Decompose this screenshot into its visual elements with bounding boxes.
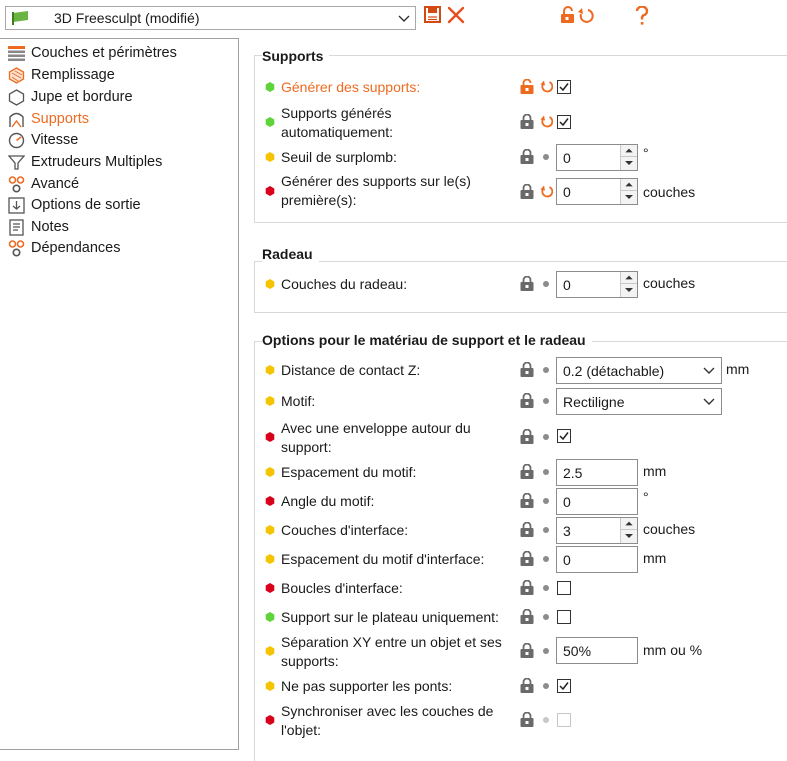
lock-icon[interactable] bbox=[520, 464, 534, 479]
reset-arrow-icon[interactable] bbox=[540, 184, 553, 198]
yellow-dot-icon bbox=[265, 467, 275, 477]
dependencies-icon bbox=[8, 240, 25, 257]
red-dot-icon bbox=[265, 715, 275, 725]
green-dot-icon bbox=[265, 82, 275, 92]
preset-toolbar bbox=[0, 0, 787, 36]
pattern-value: Rectiligne bbox=[563, 394, 625, 410]
label-overhang-threshold: Seuil de surplomb: bbox=[281, 149, 397, 165]
row-generate-supports bbox=[240, 73, 787, 103]
overhang-threshold-spinner[interactable] bbox=[556, 144, 638, 171]
lock-icon[interactable] bbox=[520, 522, 534, 537]
sidebar-item-label: Avancé bbox=[31, 176, 80, 192]
yellow-dot-icon bbox=[265, 646, 275, 656]
pattern-angle-input[interactable] bbox=[556, 488, 638, 515]
support-icon bbox=[8, 111, 25, 128]
sidebar-item-output-options[interactable] bbox=[8, 195, 236, 216]
xy-separation-input[interactable] bbox=[556, 637, 638, 664]
section-title-raft: Radeau bbox=[262, 246, 319, 262]
lock-icon[interactable] bbox=[520, 114, 534, 129]
lock-icon[interactable] bbox=[520, 429, 534, 444]
red-dot-icon bbox=[265, 583, 275, 593]
unit-layers: couches bbox=[643, 275, 696, 291]
default-bullet-icon bbox=[543, 434, 549, 440]
raft-layers-value: 0 bbox=[563, 277, 571, 293]
enclosure-checkbox[interactable] bbox=[557, 429, 571, 443]
pattern-select[interactable] bbox=[556, 388, 722, 415]
reset-arrow-icon[interactable] bbox=[540, 79, 553, 93]
lock-icon[interactable] bbox=[520, 580, 534, 595]
red-dot-icon bbox=[265, 496, 275, 506]
row-auto-generated bbox=[240, 104, 787, 142]
label-pattern: Motif: bbox=[281, 393, 316, 409]
label-interface-spacing: Espacement du motif d'interface: bbox=[281, 551, 485, 567]
section-title-material: Options pour le matériau de support et le radeau bbox=[262, 332, 592, 348]
sidebar-item-label: Supports bbox=[31, 111, 90, 127]
help-icon[interactable] bbox=[635, 6, 649, 26]
label-generate-supports: Générer des supports: bbox=[281, 79, 421, 95]
generate-supports-checkbox[interactable] bbox=[557, 80, 571, 94]
sidebar-item-label: Vitesse bbox=[31, 132, 79, 148]
unit-degree: ° bbox=[643, 489, 649, 505]
label-enclosure-line2: support: bbox=[281, 439, 332, 455]
row-sync-layers bbox=[240, 701, 787, 741]
default-bullet-icon bbox=[543, 398, 549, 404]
spin-buttons[interactable] bbox=[620, 145, 637, 170]
overhang-threshold-value: 0 bbox=[563, 150, 571, 166]
preset-combo[interactable] bbox=[5, 6, 416, 30]
layers-icon bbox=[8, 45, 25, 62]
red-dot-icon bbox=[265, 186, 275, 196]
infill-icon bbox=[8, 67, 25, 84]
lock-icon[interactable] bbox=[520, 184, 534, 199]
z-contact-distance-value: 0.2 (détachable) bbox=[563, 363, 665, 379]
unit-layers: couches bbox=[643, 184, 696, 200]
default-bullet-icon bbox=[543, 367, 549, 373]
label-auto-generated: Supports générés bbox=[281, 105, 392, 121]
row-raft-layers bbox=[240, 269, 787, 299]
label-dont-support-bridges: Ne pas supporter les ponts: bbox=[281, 678, 453, 694]
lock-icon[interactable] bbox=[520, 551, 534, 566]
yellow-dot-icon bbox=[265, 365, 275, 375]
preset-name: 3D Freesculpt (modifié) bbox=[54, 10, 200, 26]
row-pattern-angle bbox=[240, 486, 787, 516]
label-z-contact-distance: Distance de contact Z: bbox=[281, 362, 421, 378]
interface-spacing-value: 0 bbox=[563, 552, 571, 568]
sidebar-item-notes[interactable] bbox=[8, 217, 236, 238]
default-bullet-icon bbox=[543, 683, 549, 689]
notes-icon bbox=[8, 219, 25, 236]
lock-icon[interactable] bbox=[520, 678, 534, 693]
default-bullet-icon bbox=[543, 527, 549, 533]
interface-layers-spinner[interactable] bbox=[556, 517, 638, 544]
flag-icon bbox=[12, 11, 30, 25]
red-dot-icon bbox=[265, 432, 275, 442]
unit-degree: ° bbox=[643, 145, 649, 161]
chevron-down-icon bbox=[703, 398, 715, 406]
default-bullet-icon bbox=[543, 498, 549, 504]
sidebar-item-label: Options de sortie bbox=[31, 197, 141, 213]
sidebar-item-label: Jupe et bordure bbox=[31, 89, 133, 105]
label-sync-layers: Synchroniser avec les couches de bbox=[281, 703, 494, 719]
default-bullet-icon bbox=[543, 648, 549, 654]
unit-layers: couches bbox=[643, 521, 696, 537]
yellow-dot-icon bbox=[265, 681, 275, 691]
sidebar-item-infill[interactable] bbox=[8, 65, 236, 86]
row-interface-layers bbox=[240, 515, 787, 545]
row-z-contact-distance bbox=[240, 355, 787, 385]
spin-down-icon[interactable] bbox=[621, 191, 637, 203]
yellow-dot-icon bbox=[265, 525, 275, 535]
label-pattern-spacing: Espacement du motif: bbox=[281, 464, 417, 480]
settings-category-list bbox=[0, 38, 239, 750]
label-interface-loops: Boucles d'interface: bbox=[281, 580, 403, 596]
spin-up-icon[interactable] bbox=[621, 518, 637, 530]
default-bullet-icon bbox=[543, 469, 549, 475]
unit-mm: mm bbox=[643, 463, 667, 479]
label-xy-separation-line2: supports: bbox=[281, 653, 339, 669]
enforce-layers-spinner[interactable] bbox=[556, 178, 638, 205]
sync-layers-checkbox[interactable] bbox=[557, 713, 571, 727]
lock-icon[interactable] bbox=[520, 276, 534, 291]
wrench-icon bbox=[8, 176, 25, 193]
lock-icon[interactable] bbox=[520, 362, 534, 377]
unlocked-icon[interactable] bbox=[520, 79, 534, 94]
pattern-spacing-value: 2.5 bbox=[563, 465, 583, 481]
label-sync-layers-line2: l'objet: bbox=[281, 722, 322, 738]
default-bullet-icon bbox=[543, 585, 549, 591]
z-contact-distance-select[interactable] bbox=[556, 357, 722, 384]
sidebar-item-speed[interactable] bbox=[8, 130, 236, 151]
row-xy-separation bbox=[240, 632, 787, 672]
sidebar-item-advanced[interactable] bbox=[8, 174, 236, 195]
spin-down-icon[interactable] bbox=[621, 284, 637, 296]
sidebar-item-supports[interactable] bbox=[8, 109, 236, 130]
chevron-down-icon bbox=[703, 367, 715, 375]
default-bullet-icon bbox=[543, 556, 549, 562]
dont-support-bridges-checkbox[interactable] bbox=[557, 679, 571, 693]
pattern-angle-value: 0 bbox=[563, 494, 571, 510]
yellow-dot-icon bbox=[265, 554, 275, 564]
unit-mm-or-percent: mm ou % bbox=[643, 642, 703, 658]
green-dot-icon bbox=[265, 117, 275, 127]
sidebar-item-skirt[interactable] bbox=[8, 87, 236, 108]
reset-arrow-icon[interactable] bbox=[540, 114, 553, 128]
spin-buttons[interactable] bbox=[620, 272, 637, 297]
lock-icon[interactable] bbox=[520, 493, 534, 508]
interface-loops-checkbox[interactable] bbox=[557, 581, 571, 595]
sidebar-item-dependencies[interactable] bbox=[8, 238, 236, 259]
buildplate-only-checkbox[interactable] bbox=[557, 610, 571, 624]
sidebar-item-label: Extrudeurs Multiples bbox=[31, 154, 163, 170]
yellow-dot-icon bbox=[265, 279, 275, 289]
green-dot-icon bbox=[265, 612, 275, 622]
sidebar-item-multiple-extruders[interactable] bbox=[8, 152, 236, 173]
yellow-dot-icon bbox=[265, 396, 275, 406]
delete-icon[interactable] bbox=[447, 6, 465, 24]
funnel-icon bbox=[8, 154, 25, 171]
row-pattern-spacing bbox=[240, 457, 787, 487]
interface-layers-value: 3 bbox=[563, 523, 571, 539]
row-enforce-first-layers bbox=[240, 172, 787, 210]
default-bullet-icon bbox=[543, 614, 549, 620]
row-pattern bbox=[240, 386, 787, 416]
pattern-spacing-input[interactable] bbox=[556, 459, 638, 486]
label-pattern-angle: Angle du motif: bbox=[281, 493, 375, 509]
section-title-supports: Supports bbox=[262, 48, 329, 64]
sidebar-item-label: Remplissage bbox=[31, 67, 115, 83]
row-dont-support-bridges bbox=[240, 671, 787, 701]
lock-icon[interactable] bbox=[520, 712, 534, 727]
sidebar-item-layers[interactable] bbox=[8, 43, 236, 64]
row-enclosure bbox=[240, 418, 787, 458]
raft-layers-spinner[interactable] bbox=[556, 271, 638, 298]
chevron-down-icon[interactable] bbox=[397, 11, 411, 25]
output-icon bbox=[8, 197, 25, 214]
spin-buttons[interactable] bbox=[620, 518, 637, 543]
row-buildplate-only bbox=[240, 602, 787, 632]
skirt-icon bbox=[8, 89, 25, 106]
spin-buttons[interactable] bbox=[620, 179, 637, 204]
default-bullet-icon bbox=[543, 281, 549, 287]
sidebar-item-label: Couches et périmètres bbox=[31, 45, 177, 61]
row-interface-spacing bbox=[240, 544, 787, 574]
label-enforce-first-layers: Générer des supports sur le(s) bbox=[281, 173, 471, 189]
spin-down-icon[interactable] bbox=[621, 157, 637, 169]
settings-page bbox=[240, 38, 787, 750]
lock-icon[interactable] bbox=[520, 149, 534, 164]
default-bullet-icon bbox=[543, 717, 549, 723]
row-interface-loops bbox=[240, 573, 787, 603]
label-interface-layers: Couches d'interface: bbox=[281, 522, 409, 538]
default-bullet-icon bbox=[543, 154, 549, 160]
sidebar-item-label: Notes bbox=[31, 219, 69, 235]
interface-spacing-input[interactable] bbox=[556, 546, 638, 573]
unit-mm: mm bbox=[726, 361, 750, 377]
label-xy-separation: Séparation XY entre un objet et ses bbox=[281, 634, 502, 650]
unlocked-reset-icon[interactable] bbox=[560, 6, 596, 24]
enforce-layers-value: 0 bbox=[563, 184, 571, 200]
label-raft-layers: Couches du radeau: bbox=[281, 276, 408, 292]
label-buildplate-only: Support sur le plateau uniquement: bbox=[281, 609, 499, 625]
yellow-dot-icon bbox=[265, 152, 275, 162]
spin-up-icon[interactable] bbox=[621, 145, 637, 157]
spin-up-icon[interactable] bbox=[621, 272, 637, 284]
auto-generated-checkbox[interactable] bbox=[557, 115, 571, 129]
unit-mm: mm bbox=[643, 550, 667, 566]
speed-icon bbox=[8, 132, 25, 149]
label-auto-generated-line2: automatiquement: bbox=[281, 124, 394, 140]
sidebar-item-label: Dépendances bbox=[31, 240, 121, 256]
label-enforce-first-layers-line2: première(s): bbox=[281, 192, 357, 208]
lock-icon[interactable] bbox=[520, 393, 534, 408]
spin-down-icon[interactable] bbox=[621, 530, 637, 542]
xy-separation-value: 50% bbox=[563, 643, 592, 659]
lock-icon[interactable] bbox=[520, 609, 534, 624]
save-icon[interactable] bbox=[424, 6, 442, 24]
lock-icon[interactable] bbox=[520, 643, 534, 658]
spin-up-icon[interactable] bbox=[621, 179, 637, 191]
row-overhang-threshold bbox=[240, 142, 787, 172]
label-enclosure: Avec une enveloppe autour du bbox=[281, 420, 471, 436]
